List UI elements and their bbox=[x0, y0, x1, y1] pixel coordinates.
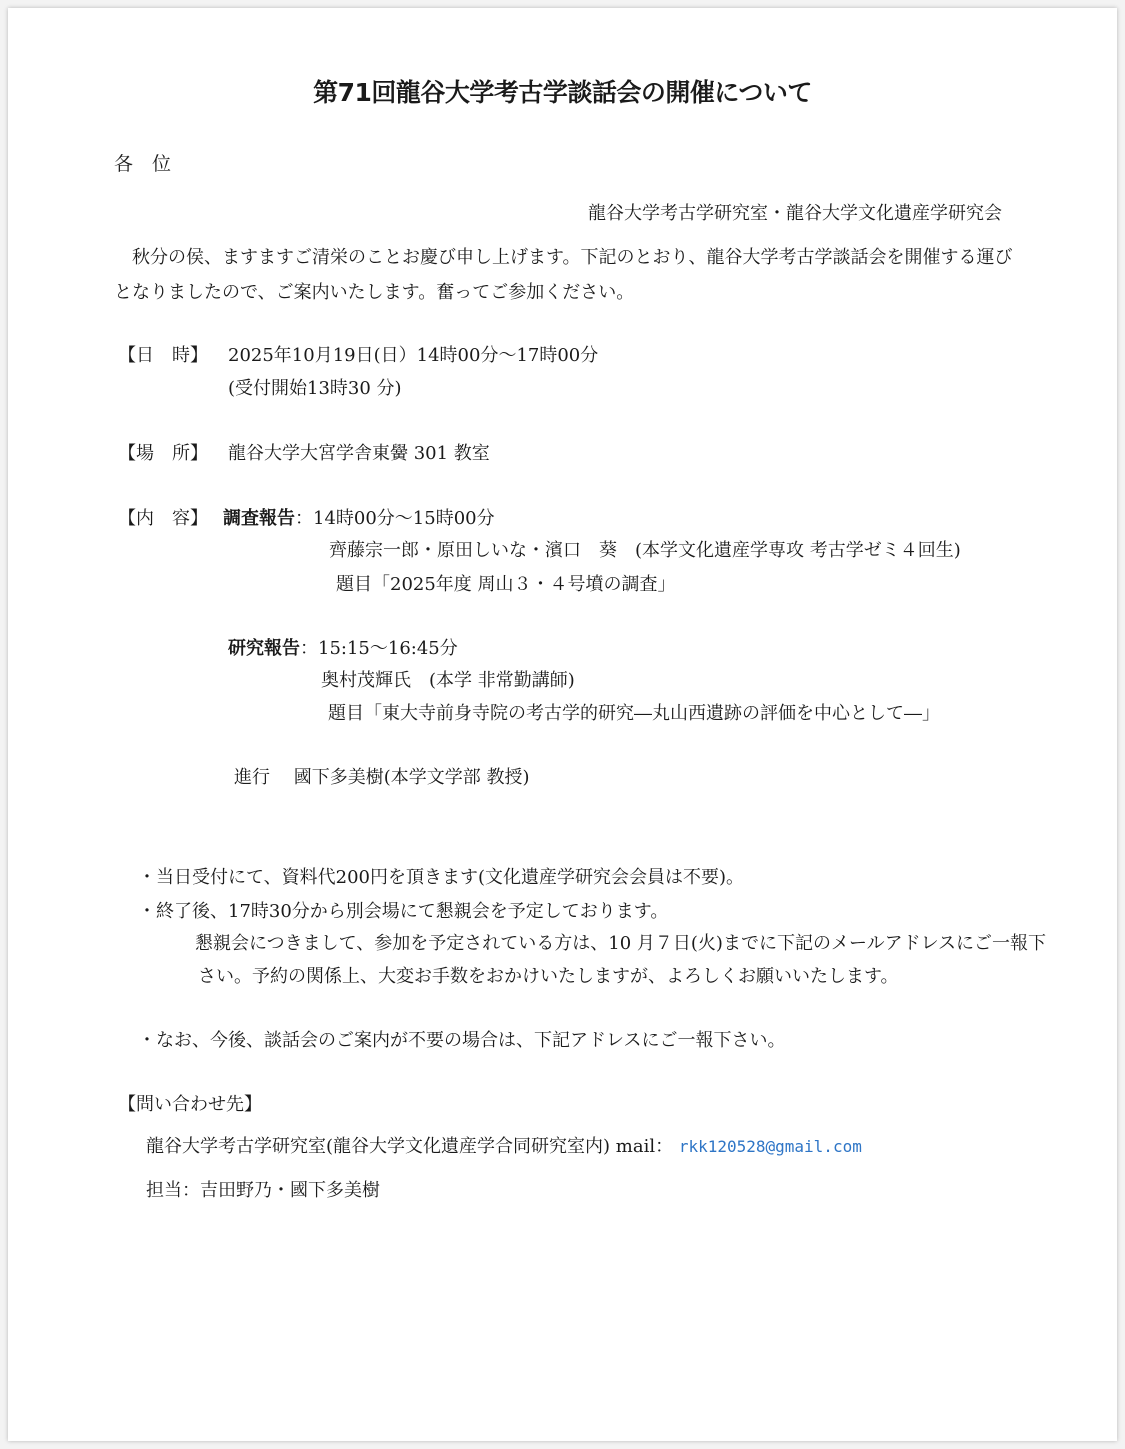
survey-report-heading: 調査報告 bbox=[223, 508, 295, 529]
survey-topic: 題目「2025年度 周山３・４号墳の調査」 bbox=[336, 574, 676, 595]
datetime-value: 2025年10月19日(日）14時00分～17時00分 bbox=[228, 345, 599, 366]
intro-line-1: 秋分の侯、ますますご清栄のことお慶び申し上げます。下記のとおり、龍谷大学考古学談話会を開催する運び bbox=[132, 247, 1013, 268]
intro-line-2: となりましたので、ご案内いたします。奮ってご参加ください。 bbox=[114, 282, 635, 303]
datetime-label: 【日 時】 bbox=[118, 345, 208, 366]
moderator: 進行 國下多美樹(本学文学部 教授) bbox=[234, 767, 530, 788]
survey-report-row bbox=[223, 507, 495, 531]
research-presenter: 奥村茂輝氏 (本学 非常勤講師) bbox=[321, 670, 575, 691]
note-unsubscribe: ・なお、今後、談話会のご案内が不要の場合は、下記アドレスにご一報下さい。 bbox=[138, 1030, 786, 1051]
venue-value: 龍谷大学大宮学舎東黌 301 教室 bbox=[228, 443, 490, 464]
note-fee: ・当日受付にて、資料代200円を頂きます(文化遺産学研究会会員は不要)。 bbox=[138, 867, 745, 888]
salutation: 各 位 bbox=[114, 153, 172, 175]
research-report-row bbox=[228, 637, 458, 661]
venue-label: 【場 所】 bbox=[118, 443, 208, 464]
contact-staff: 担当：吉田野乃・國下多美樹 bbox=[146, 1180, 380, 1201]
contact-label: 【問い合わせ先】 bbox=[118, 1094, 262, 1115]
content-label: 【内 容】 bbox=[118, 508, 208, 529]
research-report-heading: 研究報告 bbox=[228, 638, 300, 659]
survey-report-time: ：14時00分～15時00分 bbox=[295, 508, 495, 529]
note-party-detail-1: 懇親会につきまして、参加を予定されている方は、10 月７日(火)までに下記のメールアドレスにご一報下 bbox=[195, 933, 1047, 954]
note-party: ・終了後、17時30分から別会場にて懇親会を予定しております。 bbox=[138, 901, 669, 922]
contact-org: 龍谷大学考古学研究室(龍谷大学文化遺産学合同研究室内) mail： bbox=[146, 1136, 674, 1157]
contact-email-link[interactable]: rkk120528@gmail.com bbox=[678, 1137, 862, 1156]
survey-presenters: 齊藤宗一郎・原田しいな・濱口 葵 (本学文化遺産学専攻 考古学ゼミ４回生) bbox=[329, 540, 961, 561]
research-topic: 題目「東大寺前身寺院の考古学的研究―丸山西遺跡の評価を中心として―」 bbox=[328, 703, 940, 724]
contact-org-row bbox=[146, 1135, 862, 1159]
document-page bbox=[8, 8, 1117, 1441]
research-report-time: ：15:15～16:45分 bbox=[300, 638, 458, 659]
reception-time: (受付開始13時30 分) bbox=[228, 378, 402, 399]
note-party-detail-2: さい。予約の関係上、大変お手数をおかけいたしますが、よろしくお願いいたします。 bbox=[198, 966, 899, 987]
sender-line: 龍谷大学考古学研究室・龍谷大学文化遺産学研究会 bbox=[588, 203, 1002, 224]
page-title: 第71回龍谷大学考古学談話会の開催について bbox=[313, 78, 812, 107]
